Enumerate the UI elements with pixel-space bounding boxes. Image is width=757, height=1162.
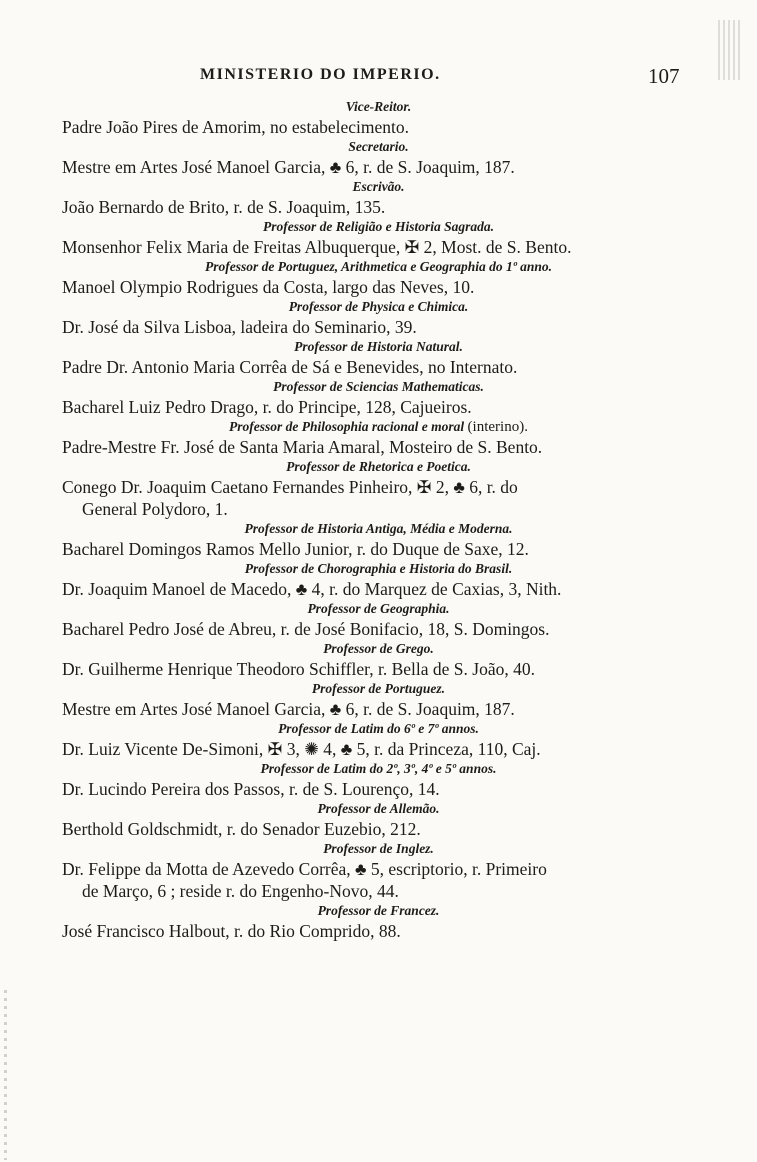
role-heading: [0, 258, 757, 276]
person-name-address: Berthold Goldschmidt, r. do Senador Euzebio, 212.: [62, 819, 421, 839]
person-entry-continuation: de Março, 6 ; reside r. do Engenho-Novo, 44.: [82, 881, 399, 901]
person-entry: [0, 920, 757, 942]
person-name-address: Dr. Felippe da Motta de Azevedo Corrêa, ♣ 5, escriptorio, r. Primeiro: [62, 859, 547, 879]
role-heading: [0, 902, 757, 920]
role-title: Professor de Historia Natural.: [294, 339, 463, 354]
role-suffix: (interino).: [467, 419, 528, 435]
role-title: Professor de Portuguez, Arithmetica e Geographia do 1º anno.: [204, 259, 553, 274]
role-heading: [0, 800, 757, 818]
person-entry: [0, 538, 757, 560]
person-entry: [0, 196, 757, 218]
role-title: Professor de Rhetorica e Poetica.: [286, 459, 471, 474]
role-heading: [0, 680, 757, 698]
role-title: Professor de Philosophia racional e moral: [229, 419, 465, 434]
role-title: Professor de Grego.: [323, 641, 434, 656]
role-heading: [0, 640, 757, 658]
role-heading: [0, 418, 757, 436]
role-heading: [0, 720, 757, 738]
role-title: Secretario.: [348, 139, 409, 154]
person-entry: [0, 436, 757, 458]
role-heading: [0, 218, 757, 236]
role-title: Professor de Sciencias Mathematicas.: [273, 379, 484, 394]
person-entry: [0, 658, 757, 680]
role-heading: [0, 600, 757, 618]
role-heading: [0, 520, 757, 538]
person-name-address: Dr. José da Silva Lisboa, ladeira do Seminario, 39.: [62, 317, 417, 337]
person-name-address: Dr. Lucindo Pereira dos Passos, r. de S. Lourenço, 14.: [62, 779, 440, 799]
person-name-address: Bacharel Luiz Pedro Drago, r. do Principe, 128, Cajueiros.: [62, 397, 472, 417]
role-title: Professor de Inglez.: [323, 841, 434, 856]
person-name-address: Dr. Guilherme Henrique Theodoro Schiffler, r. Bella de S. João, 40.: [62, 659, 535, 679]
person-name-address: Bacharel Pedro José de Abreu, r. de José Bonifacio, 18, S. Domingos.: [62, 619, 550, 639]
page-number: 107: [648, 64, 680, 88]
person-entry: [0, 116, 757, 138]
person-name-address: Conego Dr. Joaquim Caetano Fernandes Pinheiro, ✠ 2, ♣ 6, r. do: [62, 477, 518, 497]
role-heading: [0, 98, 757, 116]
person-entry: [0, 156, 757, 178]
person-name-address: Monsenhor Felix Maria de Freitas Albuquerque, ✠ 2, Most. de S. Bento.: [62, 237, 572, 257]
role-heading: [0, 298, 757, 316]
staff-list: [0, 98, 757, 942]
role-title: Professor de Portuguez.: [311, 681, 446, 696]
role-heading: [0, 458, 757, 476]
person-entry: [0, 698, 757, 720]
page-binding-edge: [4, 990, 7, 1160]
person-entry: [0, 618, 757, 640]
person-entry: [0, 396, 757, 418]
role-title: Professor de Chorographia e Historia do Brasil.: [244, 561, 513, 576]
role-heading: [0, 138, 757, 156]
person-name-address: Dr. Luiz Vicente De-Simoni, ✠ 3, ✺ 4, ♣ 5, r. da Princeza, 110, Caj.: [62, 739, 541, 759]
person-name-address: Manoel Olympio Rodrigues da Costa, largo das Neves, 10.: [62, 277, 475, 297]
role-title: Vice-Reitor.: [345, 99, 412, 114]
person-name-address: Padre-Mestre Fr. José de Santa Maria Amaral, Mosteiro de S. Bento.: [62, 437, 543, 457]
person-entry: [0, 858, 757, 902]
role-title: Professor de Religião e Historia Sagrada.: [262, 219, 494, 234]
person-entry: [0, 356, 757, 378]
person-entry: [0, 818, 757, 840]
role-title: Professor de Geographia.: [307, 601, 450, 616]
running-title: MINISTERIO DO IMPERIO.: [200, 66, 441, 83]
role-title: Professor de Allemão.: [317, 801, 440, 816]
person-name-address: Padre Dr. Antonio Maria Corrêa de Sá e Benevides, no Internato.: [62, 357, 518, 377]
person-name-address: Bacharel Domingos Ramos Mello Junior, r. do Duque de Saxe, 12.: [62, 539, 529, 559]
person-entry: [0, 778, 757, 800]
role-heading: [0, 760, 757, 778]
role-heading: [0, 338, 757, 356]
person-name-address: Mestre em Artes José Manoel Garcia, ♣ 6, r. de S. Joaquim, 187.: [62, 699, 515, 719]
role-title: Escrivão.: [352, 179, 405, 194]
person-entry: [0, 276, 757, 298]
person-entry-continuation: General Polydoro, 1.: [82, 499, 228, 519]
person-entry: [0, 316, 757, 338]
role-title: Professor de Francez.: [317, 903, 440, 918]
role-heading: [0, 840, 757, 858]
role-title: Professor de Physica e Chimica.: [288, 299, 469, 314]
person-entry: [0, 578, 757, 600]
person-name-address: Mestre em Artes José Manoel Garcia, ♣ 6, r. de S. Joaquim, 187.: [62, 157, 515, 177]
person-name-address: Dr. Joaquim Manoel de Macedo, ♣ 4, r. do Marquez de Caxias, 3, Nith.: [62, 579, 562, 599]
role-title: Professor de Latim do 6º e 7º annos.: [278, 721, 479, 736]
page-header: [0, 66, 757, 92]
role-heading: [0, 178, 757, 196]
person-entry: [0, 476, 757, 520]
role-title: Professor de Historia Antiga, Média e Moderna.: [244, 521, 513, 536]
role-title: Professor de Latim do 2º, 3º, 4º e 5º annos.: [260, 761, 497, 776]
role-heading: [0, 378, 757, 396]
person-entry: [0, 738, 757, 760]
role-heading: [0, 560, 757, 578]
person-name-address: José Francisco Halbout, r. do Rio Comprido, 88.: [62, 921, 401, 941]
person-name-address: João Bernardo de Brito, r. de S. Joaquim, 135.: [62, 197, 386, 217]
person-name-address: Padre João Pires de Amorim, no estabelecimento.: [62, 117, 410, 137]
person-entry: [0, 236, 757, 258]
